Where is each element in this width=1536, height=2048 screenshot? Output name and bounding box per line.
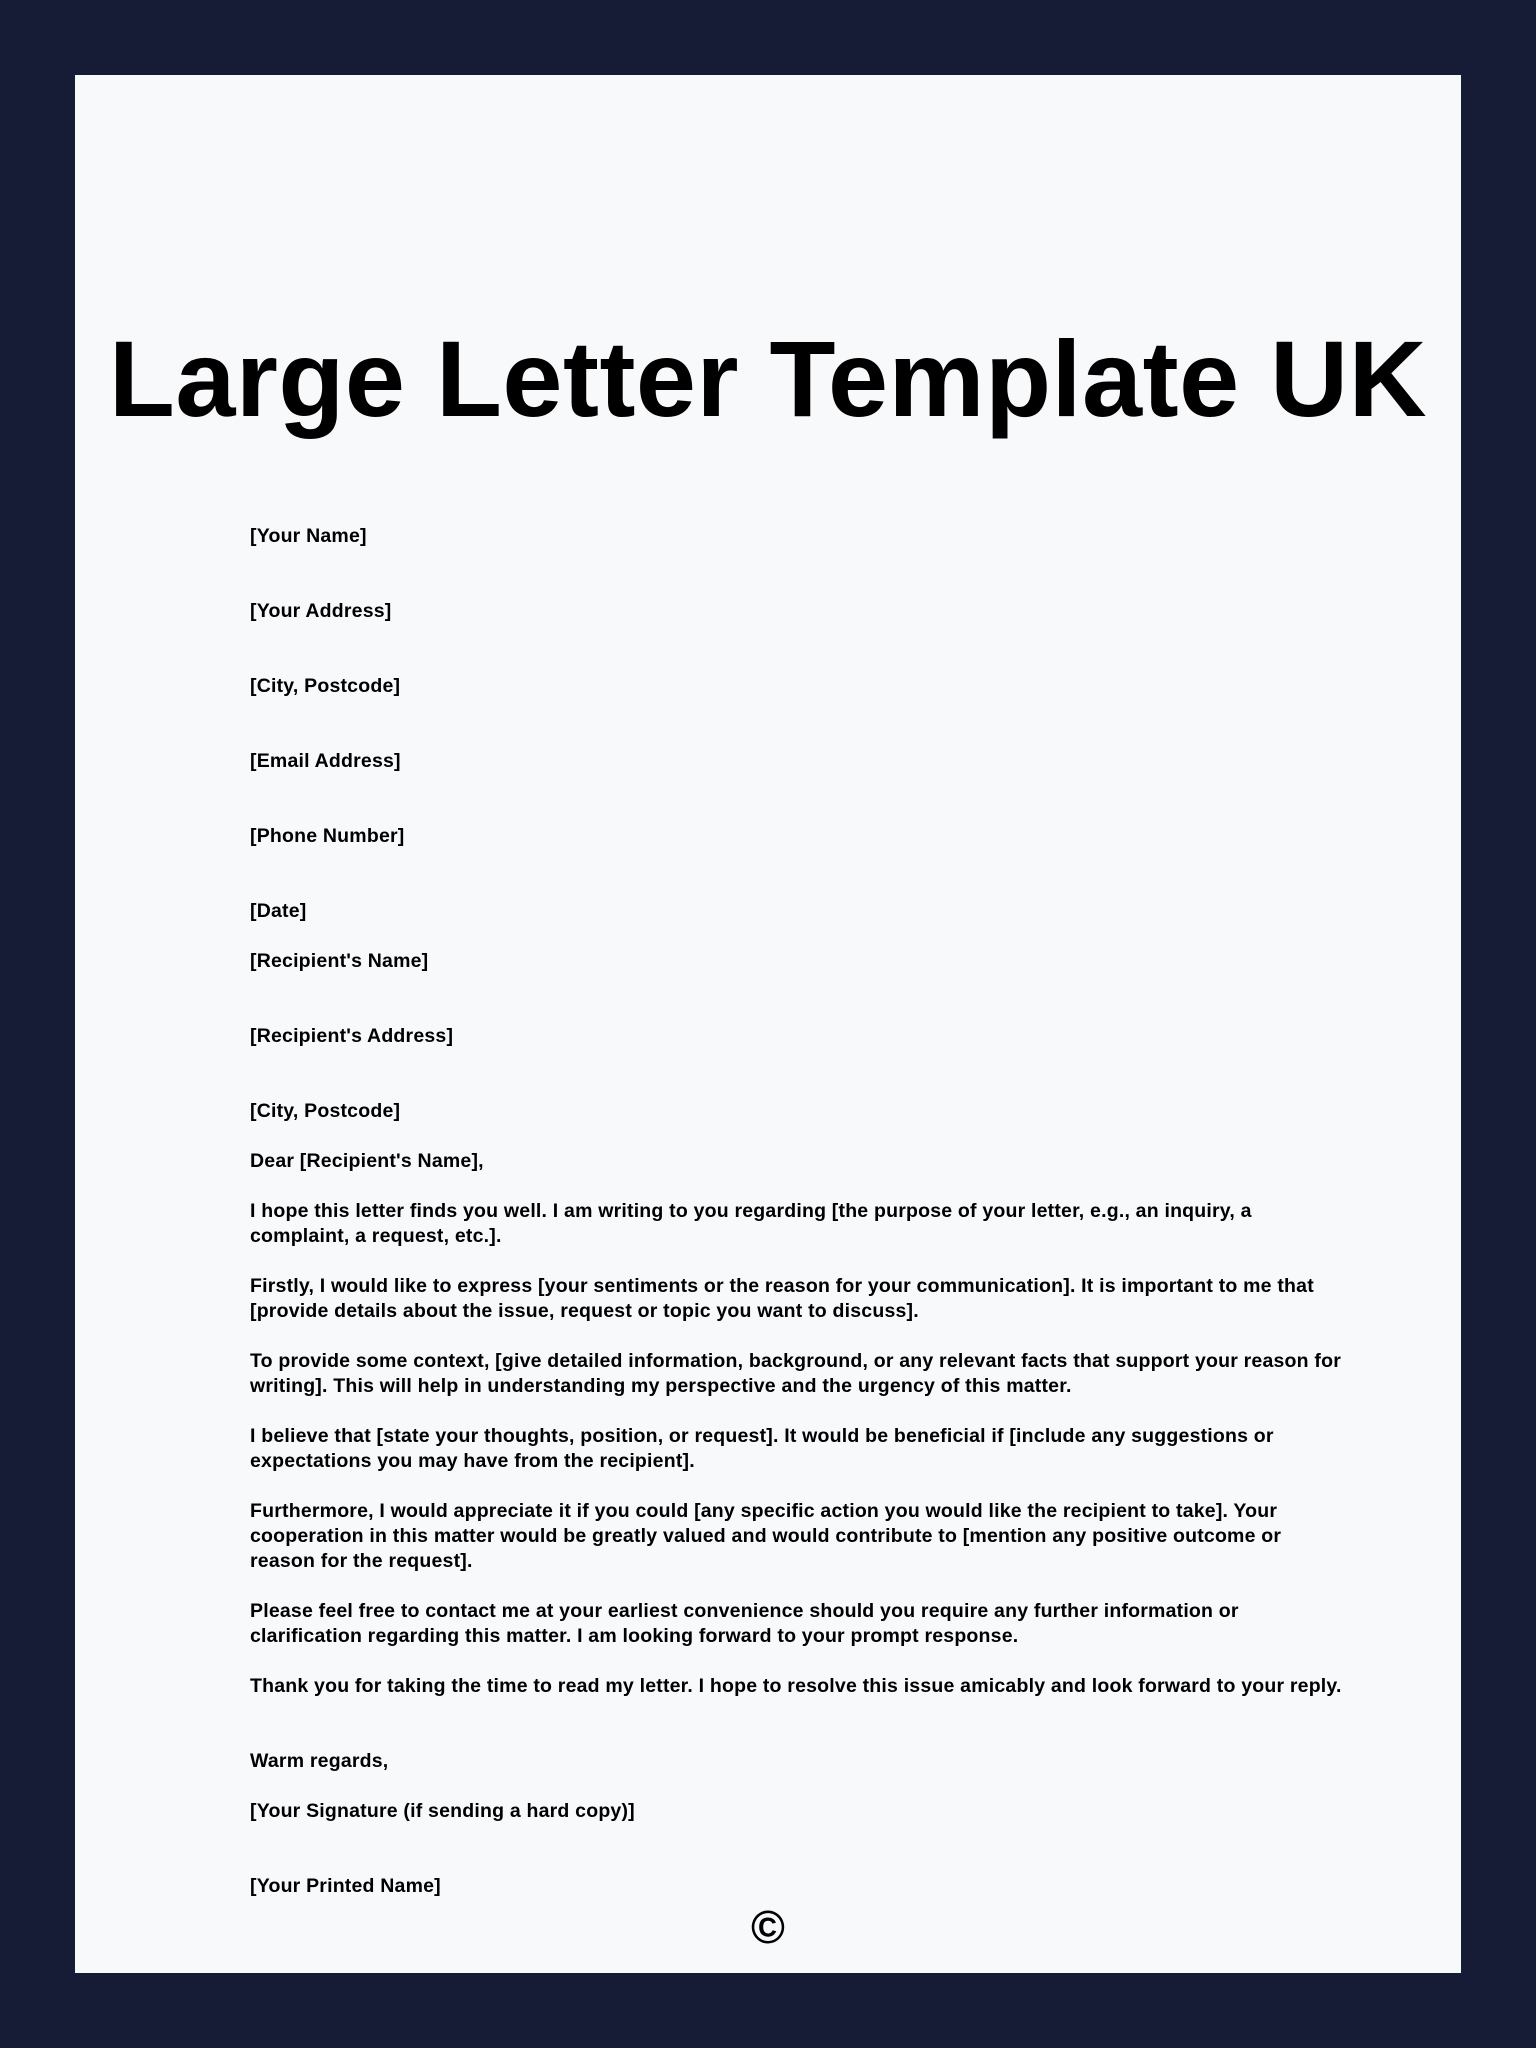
printed-name: [Your Printed Name] (250, 1875, 441, 1897)
document-sheet (75, 75, 1461, 1973)
sender-city-postcode: [City, Postcode] (250, 675, 401, 697)
recipient-name: [Recipient's Name] (250, 950, 429, 972)
letter-date: [Date] (250, 900, 307, 922)
paragraph-5: Furthermore, I would appreciate it if you could [any specific action you would like the recipient to take]. Your cooperation in this matter would be greatly valued and would contribute to [mention any positive outcome or reason for the request]. (250, 1500, 1282, 1572)
sender-name: [Your Name] (250, 525, 367, 547)
sender-email: [Email Address] (250, 750, 401, 772)
paragraph-1: I hope this letter finds you well. I am writing to you regarding [the purpose of your letter, e.g., an inquiry, a complaint, a request, etc.]. (250, 1200, 1252, 1247)
paragraph-7: Thank you for taking the time to read my letter. I hope to resolve this issue amicably and look forward to your reply. (250, 1675, 1342, 1697)
paragraph-6: Please feel free to contact me at your earliest convenience should you require any further information or clarification regarding this matter. I am looking forward to your prompt response. (250, 1600, 1239, 1647)
paragraph-2: Firstly, I would like to express [your sentiments or the reason for your communication]. It is important to me that [provide details about the issue, request or topic you want to discuss]. (250, 1275, 1314, 1322)
recipient-address: [Recipient's Address] (250, 1025, 454, 1047)
sender-address: [Your Address] (250, 600, 392, 622)
salutation: Dear [Recipient's Name], (250, 1150, 484, 1172)
copyright-icon: © (751, 1901, 785, 1953)
paragraph-3: To provide some context, [give detailed information, background, or any relevant facts that support your reason for writing]. This will help in understanding my perspective and the urgency of this matter. (250, 1350, 1341, 1397)
recipient-city-postcode: [City, Postcode] (250, 1100, 401, 1122)
signature-line: [Your Signature (if sending a hard copy)] (250, 1800, 635, 1822)
page-title: Large Letter Template UK (108, 318, 1428, 439)
sender-phone: [Phone Number] (250, 825, 405, 847)
paragraph-4: I believe that [state your thoughts, position, or request]. It would be beneficial if [include any suggestions or expectations you may have from the recipient]. (250, 1425, 1274, 1472)
closing: Warm regards, (250, 1750, 389, 1772)
